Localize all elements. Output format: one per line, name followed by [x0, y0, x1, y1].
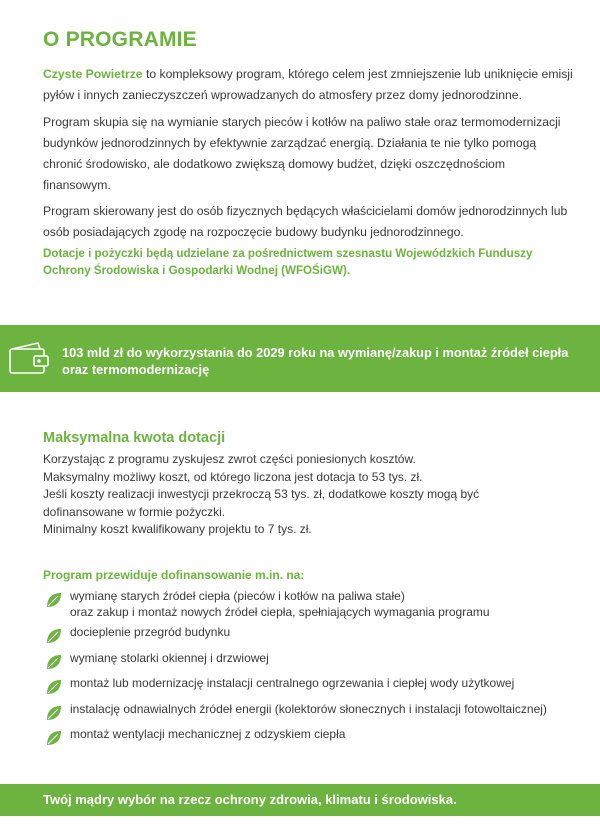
detail-line: Korzystając z programu zyskujesz zwrot części poniesionych kosztów. [43, 452, 416, 466]
banner-text: 103 mld zł do wykorzystania do 2029 roku na wymianę/zakup i montaż źródeł ciepła oraz termomodernizację [62, 345, 569, 377]
description-paragraph: Program skupia się na wymianie starych pieców i kotłów na paliwo stałe oraz termomodernizacji budynków jednorodzinnych by efektywnie zarządzać energią. Działania te nie tylko pomogą chronić środowisko, ale dodatkowo zwiększą domowy budżet, dzięki oszczędnościom finansowym. [43, 115, 561, 192]
detail-line: Minimalny koszt kwalifikowany projektu to 7 tys. zł. [43, 522, 312, 536]
leaf-icon [45, 653, 63, 676]
eligibility-paragraph: Program skierowany jest do osób fizycznych będących właścicielami domów jednorodzinnych lub osób posiadających zgodę na rozpoczęcie budowy budynku jednorodzinnego. [43, 204, 568, 239]
list-item [45, 676, 585, 702]
wallet-icon [8, 341, 50, 380]
section-heading: Maksymalna kwota dotacji [43, 430, 226, 446]
funding-note: Dotacje i pożyczki będą udzielane za pośrednictwem szesnastu Wojewódzkich Funduszy Ochrony Środowiska i Gospodarki Wodnej (WFOŚiGW). [43, 247, 533, 277]
intro-text: to kompleksowy program, którego celem jest zmniejszenie lub uniknięcie emisji pyłów i innych zanieczyszczeń wprowadzanych do atmosfery przez domy jednorodzinne. [43, 67, 573, 102]
leaf-icon [45, 704, 63, 727]
detail-line: Maksymalny możliwy koszt, od którego liczona jest dotacja to 53 tys. zł. [43, 469, 423, 484]
program-name: Czyste Powietrze [43, 67, 143, 81]
detail-line: Jeśli koszty realizacji inwestycji przekroczą 53 tys. zł, dodatkowe koszty mogą być dofinansowane w formie pożyczki. [43, 487, 480, 519]
program-heading: Program przewiduje dofinansowanie m.in. na: [43, 568, 305, 582]
leaf-icon [45, 627, 63, 650]
list-item [45, 702, 585, 728]
intro-paragraph [43, 64, 573, 106]
leaf-icon [45, 678, 63, 701]
list-item-text: oraz zakup i montaż nowych źródeł ciepła, spełniających wymagania programu [70, 604, 490, 619]
list-item [45, 727, 585, 753]
page-title: O PROGRAMIE [43, 28, 197, 51]
list-item [45, 625, 585, 651]
list-item-text: montaż lub modernizację instalacji centralnego ogrzewania i ciepłej wody użytkowej [70, 676, 515, 690]
list-item [45, 589, 585, 625]
footer-slogan: Twój mądry wybór na rzecz ochrony zdrowia, klimatu i środowiska. [43, 792, 457, 807]
leaf-icon [45, 591, 63, 614]
list-item-text: instalację odnawialnych źródeł energii (kolektorów słonecznych i instalacji fotowoltaicznej) [70, 701, 547, 716]
leaf-icon [45, 729, 63, 752]
funding-banner [0, 325, 600, 392]
funding-list [45, 589, 585, 753]
subsidy-details [43, 451, 563, 539]
footer-bar [0, 784, 600, 816]
list-item-text: wymianę starych źródeł ciepła (pieców i kotłów na paliwa stałe) [70, 589, 405, 603]
list-item [45, 651, 585, 677]
list-item-text: montaż wentylacji mechanicznej z odzyskiem ciepła [70, 727, 346, 741]
list-item-text: wymianę stolarki okiennej i drzwiowej [70, 650, 269, 665]
list-item-text: docieplenie przegród budynku [70, 625, 231, 639]
